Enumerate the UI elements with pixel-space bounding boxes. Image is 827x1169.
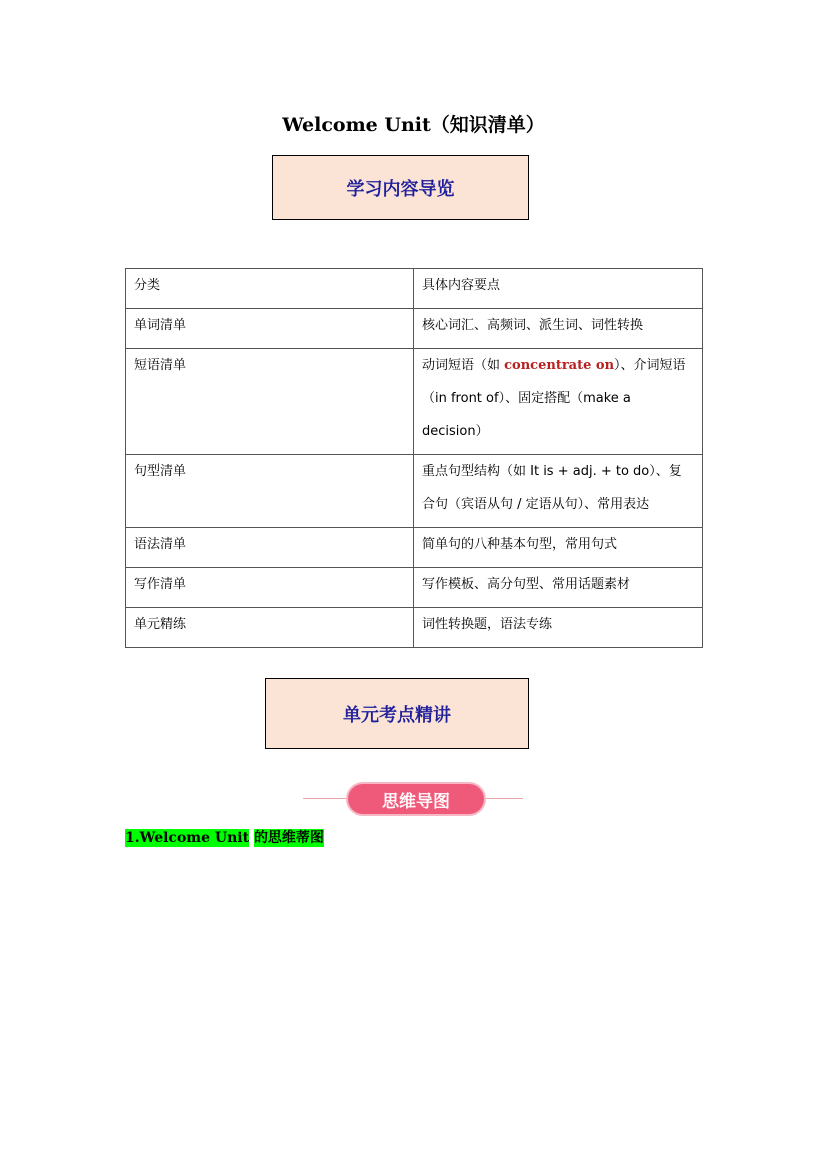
table-cell-content: 词性转换题，语法专练 — [414, 608, 703, 648]
highlight-phrase: concentrate on — [504, 358, 615, 373]
document-title: Welcome Unit（知识清单） — [282, 114, 545, 136]
mindmap-banner-label: 思维导图 — [348, 784, 484, 814]
table-row — [126, 568, 703, 608]
section-heading-box — [272, 155, 529, 220]
table-row — [126, 528, 703, 568]
table-cell-category: 写作清单 — [126, 568, 414, 608]
mindmap-caption — [125, 827, 324, 847]
table-cell-content: 核心词汇、高频词、派生词、词性转换 — [414, 309, 703, 349]
table-header-row — [126, 269, 703, 309]
table-header-cell: 具体内容要点 — [414, 269, 703, 309]
overview-table — [125, 268, 703, 648]
section-heading-unit-points: 单元考点精讲 — [343, 704, 451, 726]
mindmap-banner — [303, 782, 523, 816]
table-cell-content: 重点句型结构（如 It is + adj. + to do）、复合句（宾语从句 / 定语从句）、常用表达 — [414, 455, 703, 528]
banner-divider-right — [479, 798, 523, 799]
banner-divider-left — [303, 798, 353, 799]
table-cell-category: 句型清单 — [126, 455, 414, 528]
table-cell-content — [414, 349, 703, 455]
table-cell-category: 语法清单 — [126, 528, 414, 568]
content-text: ）、介词短语（in front of）、固定搭配（make a decision） — [422, 358, 686, 439]
table-cell-category: 单词清单 — [126, 309, 414, 349]
caption-part-mindmap: 的思维蒂图 — [253, 830, 324, 846]
table-header-cell: 分类 — [126, 269, 414, 309]
table-row — [126, 349, 703, 455]
section-heading-learning-overview: 学习内容导览 — [346, 178, 455, 200]
table-cell-category: 单元精练 — [126, 608, 414, 648]
table-cell-content: 写作模板、高分句型、常用话题素材 — [414, 568, 703, 608]
caption-part-unit: 1.Welcome Unit — [125, 830, 250, 846]
table-row — [126, 309, 703, 349]
table-row — [126, 608, 703, 648]
table-cell-category: 短语清单 — [126, 349, 414, 455]
content-text: 动词短语（如 — [422, 358, 505, 373]
table-cell-content: 简单句的八种基本句型，常用句式 — [414, 528, 703, 568]
section-heading-box — [265, 678, 529, 749]
table-row — [126, 455, 703, 528]
